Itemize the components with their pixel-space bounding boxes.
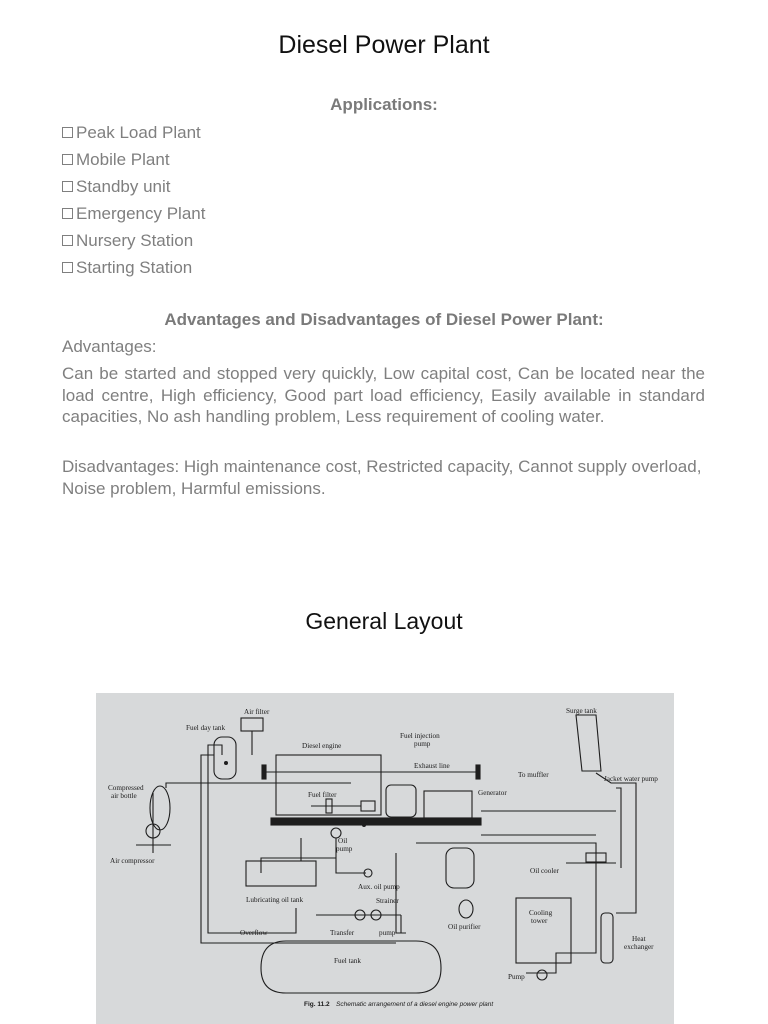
schematic-svg <box>96 693 674 1024</box>
label-compressed-1: Compressed <box>108 784 144 792</box>
label-heat-1: Heat <box>632 935 646 943</box>
checkbox-icon <box>62 208 73 219</box>
checkbox-icon <box>62 154 73 165</box>
caption-text: Schematic arrangement of a diesel engine power plant <box>336 1001 494 1008</box>
label-cooling-2: tower <box>531 917 548 925</box>
applications-heading: Applications: <box>330 95 438 114</box>
disadvantages-text: Disadvantages: High maintenance cost, Restricted capacity, Cannot supply overload, Noise problem, Harmful emissions. <box>62 457 702 498</box>
label-oil-pump-2: pump <box>336 845 353 853</box>
applications-list <box>62 119 205 281</box>
list-item: Standby unit <box>62 173 205 200</box>
label-compressed-2: air bottle <box>111 792 137 800</box>
checkbox-icon <box>62 262 73 273</box>
list-item: Mobile Plant <box>62 146 205 173</box>
layout-diagram <box>96 693 674 1024</box>
label-heat-2: exchanger <box>624 943 654 951</box>
list-item: Nursery Station <box>62 227 205 254</box>
caption-number: Fig. 11.2 <box>304 1001 330 1008</box>
label-oil-cooler: Oil cooler <box>530 867 559 875</box>
advantages-text: Can be started and stopped very quickly, Low capital cost, Can be located near the load centre, High efficiency, Good part load efficiency, Easily available in standard capacities, No ash handling problem, Less requirement of cooling water. <box>62 364 705 426</box>
label-diesel-engine: Diesel engine <box>302 742 342 750</box>
label-fuel-filter: Fuel filter <box>308 791 337 799</box>
label-transfer-pump: pump <box>379 929 396 937</box>
list-item: Starting Station <box>62 254 205 281</box>
label-fuel-injection-1: Fuel injection <box>400 732 440 740</box>
list-item: Emergency Plant <box>62 200 205 227</box>
advantages-heading: Advantages and Disadvantages of Diesel Power Plant: <box>164 310 604 329</box>
label-cooling-1: Cooling <box>529 909 553 917</box>
page-title: Diesel Power Plant <box>278 31 490 59</box>
label-air-compressor: Air compressor <box>110 857 155 865</box>
label-surge-tank: Surge tank <box>566 707 597 715</box>
label-oil-pump-1: Oil <box>338 837 348 845</box>
advantages-label: Advantages: <box>62 337 157 356</box>
label-pump: Pump <box>508 973 525 981</box>
label-to-muffler: To muffler <box>518 771 549 779</box>
label-fuel-tank: Fuel tank <box>334 957 361 965</box>
label-fuel-injection-2: pump <box>414 740 431 748</box>
label-transfer: Transfer <box>330 929 355 937</box>
checkbox-icon <box>62 181 73 192</box>
list-item: Peak Load Plant <box>62 119 205 146</box>
label-generator: Generator <box>478 789 507 797</box>
label-air-filter: Air filter <box>244 708 270 716</box>
label-overflow: Overflow <box>240 929 268 937</box>
checkbox-icon <box>62 127 73 138</box>
label-aux-oil-pump: Aux. oil pump <box>358 883 400 891</box>
layout-title: General Layout <box>305 608 463 634</box>
label-lubricating-oil-tank: Lubricating oil tank <box>246 896 304 904</box>
label-exhaust-line: Exhaust line <box>414 762 450 770</box>
checkbox-icon <box>62 235 73 246</box>
label-oil-purifier: Oil purifier <box>448 923 481 931</box>
label-jacket-water-pump: Jacket water pump <box>604 775 658 783</box>
label-strainer: Strainer <box>376 897 399 905</box>
label-fuel-day-tank: Fuel day tank <box>186 724 226 732</box>
